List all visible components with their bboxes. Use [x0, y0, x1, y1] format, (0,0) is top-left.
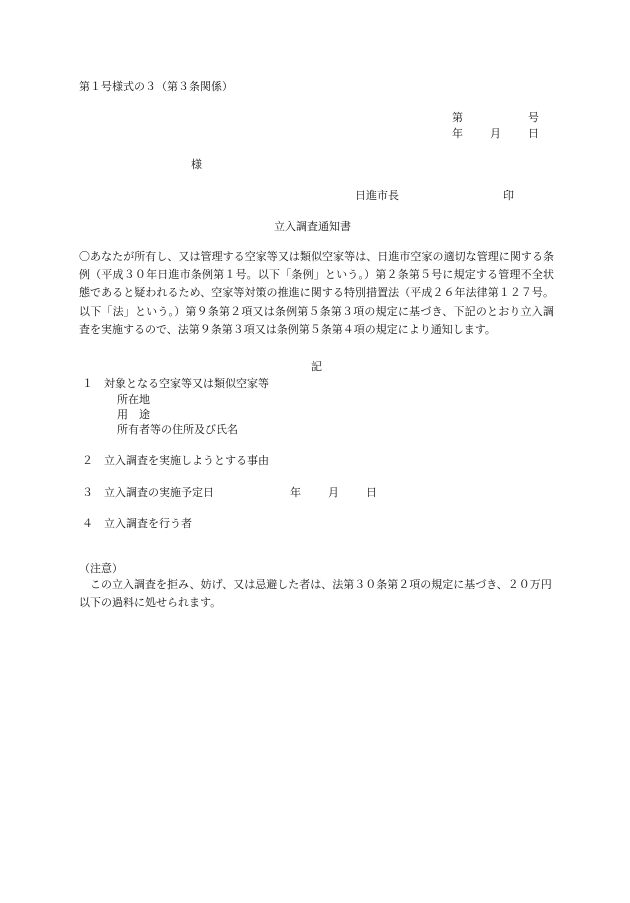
item-subfield: 用 途	[117, 408, 150, 421]
note-text: この立入調査を拒み、妨げ、又は忌避した者は、法第３０条第２項の規定に基づき、２０万円以下の過料に処せられます。	[79, 578, 552, 609]
item-subfield: 所有者等の住所及び氏名	[117, 423, 238, 436]
document-number-prefix: 第	[452, 111, 463, 124]
issue-date-day: 日	[528, 127, 539, 140]
body-paragraph: 〇あなたが所有し、又は管理する空家等又は類似空家等は、日進市空家の適切な管理に関する条例（平成３０年日進市条例第１号。以下「条例」という。）第２条第５号に規定する管理不全状態であると疑われるため、空家等対策の推進に関する特別措置法（平成２６年法律第１２７号。以下「法」という。）第９条第２項又は条例第５条第３項の規定に基づき、下記のとおり立入調査を実施するので、法第９条第３項又は条例第５条第４項の規定により通知します。	[79, 250, 554, 336]
survey-date-year: 年	[290, 486, 301, 499]
item-label: 立入調査の実施予定日	[104, 486, 214, 499]
item-label: 立入調査を行う者	[104, 517, 192, 530]
addressee-honorific: 様	[191, 158, 202, 171]
item-number: ４	[82, 517, 93, 530]
item-number: １	[82, 377, 93, 390]
ki-marker: 記	[311, 360, 322, 373]
item-number: ２	[82, 454, 93, 467]
issue-date-month: 月	[490, 127, 501, 140]
note-heading: （注意）	[79, 562, 123, 575]
form-label: 第１号様式の３（第３条関係）	[79, 80, 233, 93]
item-subfield: 所在地	[117, 393, 150, 406]
survey-date-day: 日	[366, 486, 377, 499]
item-label: 立入調査を実施しようとする事由	[104, 454, 269, 467]
issuer-seal: 印	[503, 189, 514, 202]
item-label: 対象となる空家等又は類似空家等	[104, 377, 269, 390]
issue-date-year: 年	[452, 127, 463, 140]
document-title: 立入調査通知書	[274, 220, 351, 233]
issuer-title: 日進市長	[355, 189, 399, 202]
survey-date-month: 月	[328, 486, 339, 499]
item-number: ３	[82, 486, 93, 499]
document-number-suffix: 号	[528, 111, 539, 124]
